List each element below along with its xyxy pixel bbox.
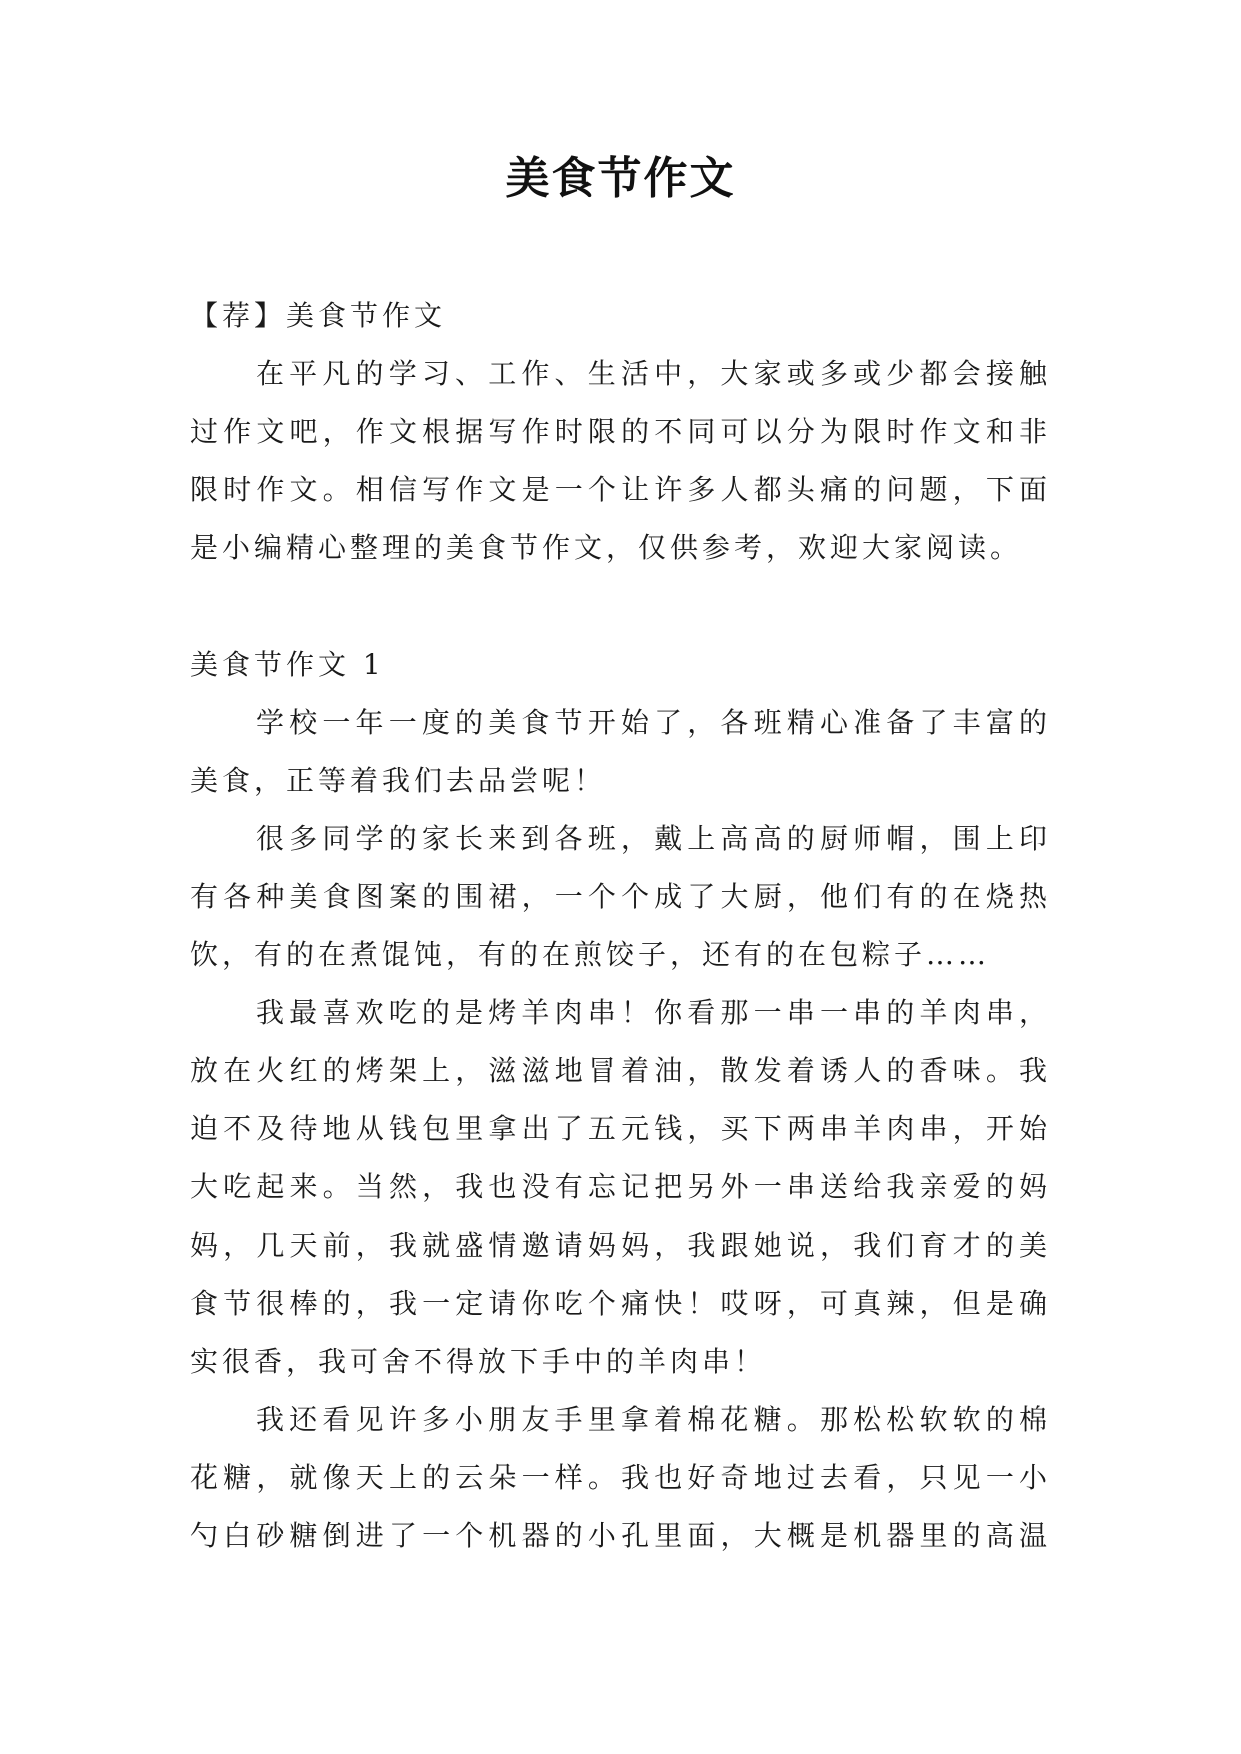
paragraph [190,1391,1051,1565]
text-line: 饮，有的在煮馄饨，有的在煎饺子，还有的在包粽子…… [190,938,991,972]
text-line: 很多同学的家长来到各班，戴上高高的厨师帽，围上印 [256,821,1051,855]
text-line: 在平凡的学习、工作、生活中，大家或多或少都会接触 [256,357,1051,391]
text-line: 实很香，我可舍不得放下手中的羊肉串！ [190,1344,767,1378]
intro-paragraph [190,345,1051,577]
text-line: 放在火红的烤架上，滋滋地冒着油，散发着诱人的香味。我 [190,1054,1051,1088]
section-heading: 美食节作文 1 [190,647,385,681]
recommend-heading: 【荐】美食节作文 [190,299,447,332]
text-line: 食节很棒的，我一定请你吃个痛快！哎呀，可真辣，但是确 [190,1286,1051,1320]
text-line: 过作文吧，作文根据写作时限的不同可以分为限时作文和非 [190,415,1051,449]
text-line: 美食，正等着我们去品尝呢！ [190,763,607,797]
text-line: 妈，几天前，我就盛情邀请妈妈，我跟她说，我们育才的美 [190,1228,1051,1262]
document-title: 美食节作文 [505,153,736,204]
text-line: 我最喜欢吃的是烤羊肉串！你看那一串一串的羊肉串， [256,996,1051,1030]
text-line: 限时作文。相信写作文是一个让许多人都头痛的问题，下面 [190,473,1051,507]
paragraph [190,810,1051,984]
paragraph [190,694,1051,810]
text-line: 学校一年一度的美食节开始了，各班精心准备了丰富的 [256,705,1051,739]
paragraph [190,984,1051,1391]
text-line: 有各种美食图案的围裙，一个个成了大厨，他们有的在烧热 [190,879,1051,913]
text-line: 迫不及待地从钱包里拿出了五元钱，买下两串羊肉串，开始 [190,1112,1051,1146]
text-line: 勺白砂糖倒进了一个机器的小孔里面，大概是机器里的高温 [190,1518,1051,1552]
text-line: 大吃起来。当然，我也没有忘记把另外一串送给我亲爱的妈 [190,1170,1051,1204]
document-body [190,287,1051,1565]
text-line: 我还看见许多小朋友手里拿着棉花糖。那松松软软的棉 [256,1402,1051,1436]
text-line: 是小编精心整理的美食节作文，仅供参考，欢迎大家阅读。 [190,531,1023,565]
text-line: 花糖，就像天上的云朵一样。我也好奇地过去看，只见一小 [190,1460,1051,1494]
